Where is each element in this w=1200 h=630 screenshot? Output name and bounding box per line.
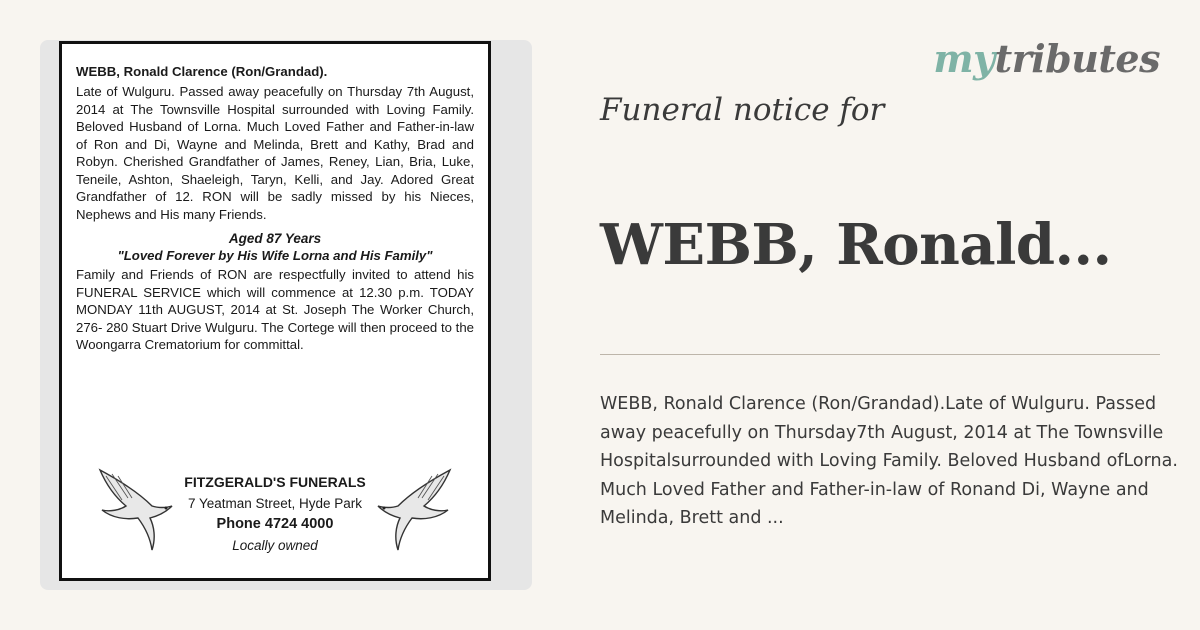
notice-footer xyxy=(82,472,468,572)
notice-service: Family and Friends of RON are respectfully invited to attend his FUNERAL SERVICE which will commence at 12.30 p.m. TODAY MONDAY 11th AUGUST, 2014 at St. Joseph The Worker Church, 276- 280 Stuart Drive Wulguru. The Cortege will then proceed to the Woongarra Crematorium for committal. xyxy=(76,267,474,352)
notice-title: WEBB, Ronald Clarence (Ron/Grandad). xyxy=(76,64,328,79)
divider xyxy=(600,354,1160,355)
logo-part-tributes: tributes xyxy=(994,36,1160,81)
page-heading: Funeral notice for xyxy=(600,92,885,128)
funeral-home-address: 7 Yeatman Street, Hyde Park xyxy=(187,496,363,511)
funeral-home-phone: Phone 4724 4000 xyxy=(216,516,334,532)
dove-icon xyxy=(92,466,182,556)
funeral-notice-clipping xyxy=(59,41,491,581)
notice-excerpt: WEBB, Ronald Clarence (Ron/Grandad).Late of Wulguru. Passed away peacefully on Thursday7th August, 2014 at The Townsville Hospitalsurrounded with Loving Family. Beloved Husband ofLorna. Much Loved Father and Father-in-law of Ronand Di, Wayne and Melinda, Brett and ... xyxy=(600,394,1178,528)
mytributes-logo[interactable] xyxy=(933,36,1160,81)
notice-image-panel xyxy=(40,40,532,590)
funeral-home-tagline: Locally owned xyxy=(232,538,318,553)
notice-quote: "Loved Forever by His Wife Lorna and His Family" xyxy=(117,248,433,263)
logo-part-my: my xyxy=(933,36,995,81)
notice-body: Late of Wulguru. Passed away peacefully on Thursday 7th August, 2014 at The Townsville Hospital surrounded with Loving Family. Beloved Husband of Lorna. Much Loved Father and Father-in-law of Ron and Di, Wayne and Melinda, Brett and Kathy, Brad and Robyn. Cherished Grandfather of James, Reney, Lian, Bria, Luke, Teneile, Ashton, Shaeleigh, Taryn, Kelli, and Jay. Adored Great Grandfather of 12. RON will be sadly missed by his Nieces, Nephews and His many Friends. xyxy=(76,84,474,222)
notice-age: Aged 87 Years xyxy=(228,231,322,246)
funeral-home-name: FITZGERALD'S FUNERALS xyxy=(184,474,366,490)
dove-icon xyxy=(368,466,458,556)
deceased-name: WEBB, Ronald... xyxy=(600,212,1112,278)
